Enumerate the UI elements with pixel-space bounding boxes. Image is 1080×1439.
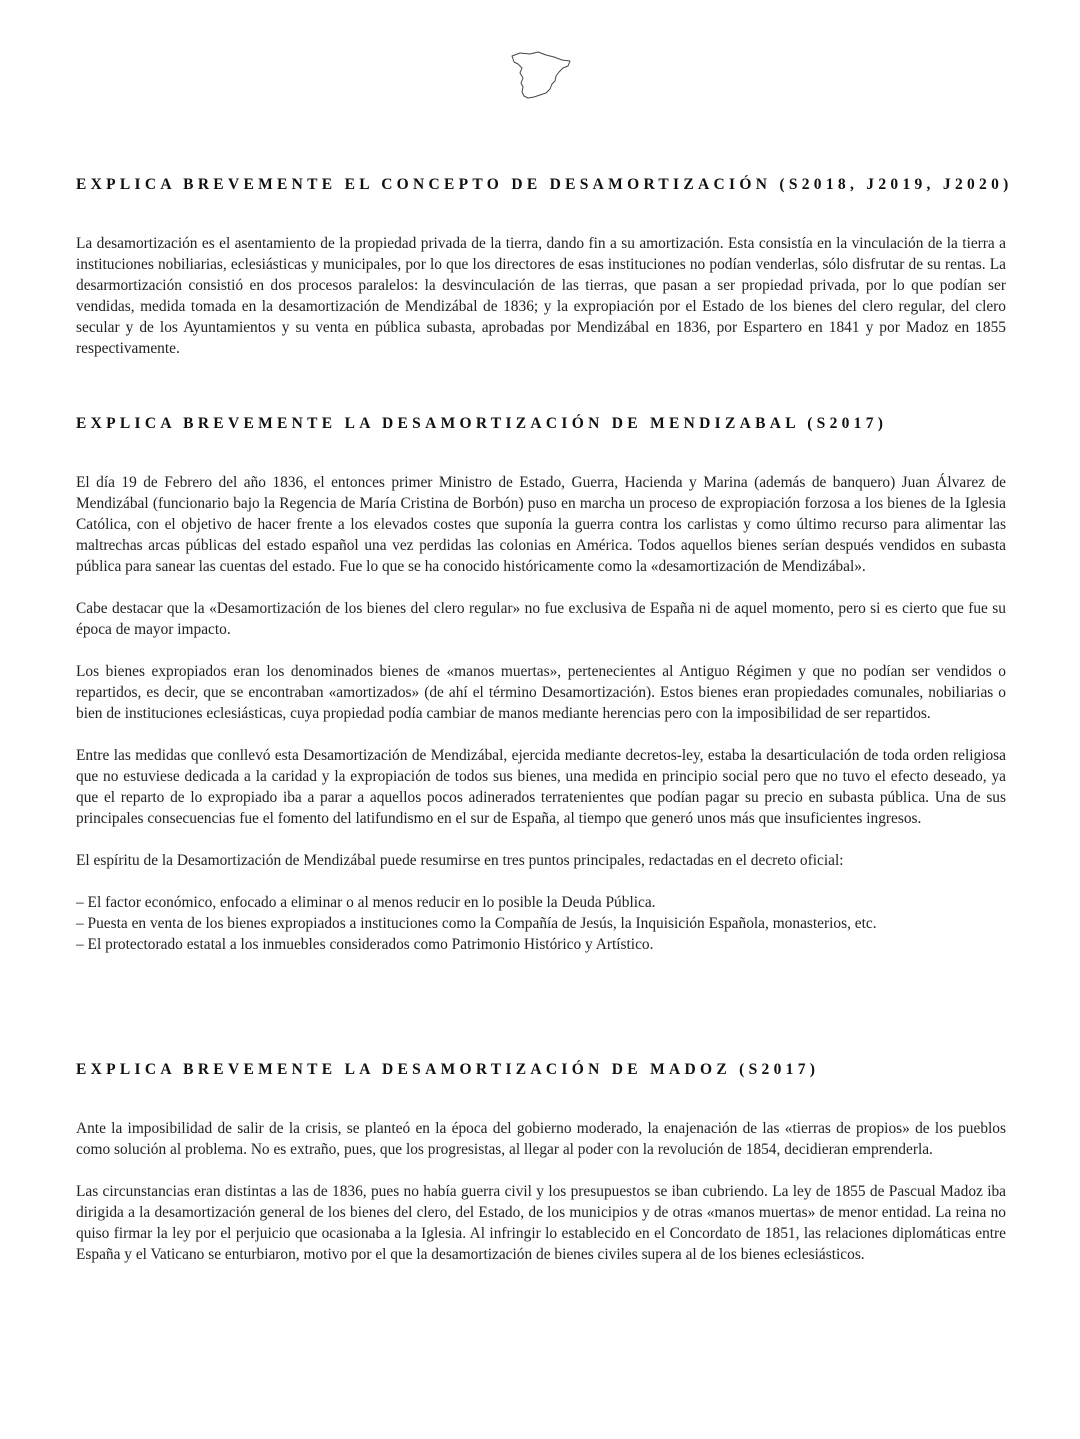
section-heading-mendizabal: EXPLICA BREVEMENTE LA DESAMORTIZACIÓN DE MENDIZABAL (S2017) [76, 415, 888, 432]
paragraph: La desamortización es el asentamiento de la propiedad privada de la tierra, dando fin a su amortización. Esta consistía en la vinculación de la tierra a instituciones nobiliarias, eclesiásticas y municipales, por lo que los directores de esas instituciones no podían venderlas, sólo disfrutar de su rentas. La desarmortización consistió en dos procesos paralelos: la desvinculación de las tierras, que pasan a ser propiedad privada, por lo que podían ser vendidas, medida tomada en la desamortización de Mendizábal de 1836; y la expropiación por el Estado de los bienes del clero regular, del clero secular y de los Ayuntamientos y su venta en pública subasta, aprobadas por Mendizábal en 1836, por Espartero en 1841 y por Madoz en 1855 respectivamente. [76, 235, 1006, 357]
section-madoz [76, 1118, 1006, 1265]
paragraph: El día 19 de Febrero del año 1836, el entonces primer Ministro de Estado, Guerra, Hacienda y Marina (además de banquero) Juan Álvarez de Mendizábal (funcionario bajo la Regencia de María Cristina de Borbón) puso en marcha un proceso de expropiación forzosa a los bienes de la Iglesia Católica, con el objetivo de hacer frente a los elevados costes que suponía la guerra contra los carlistas y como último recurso para alimentar las maltrechas arcas públicas del estado español una vez perdidas las colonias en América. Todos aquellos bienes serían después vendidos en subasta pública para sanear las cuentas del estado. Fue lo que se ha conocido históricamente como la «desamortización de Mendizábal». [76, 474, 1006, 575]
paragraph: Cabe destacar que la «Desamortización de los bienes del clero regular» no fue exclusiva de España ni de aquel momento, pero si es cierto que fue su época de mayor impacto. [76, 600, 1006, 638]
paragraph: Entre las medidas que conllevó esta Desamortización de Mendizábal, ejercida mediante decretos-ley, estaba la desarticulación de toda orden religiosa que no estuviese dedicada a la caridad y la expropiación de todos sus bienes, una medida en principio social pero que no tuvo el efecto deseado, ya que el reparto de lo expropiado iba a parar a aquellos pocos adinerados terratenientes que podían pagar su precio en subasta pública. Una de sus principales consecuencias fue el fomento del latifundismo en el sur de España, al tiempo que generó unos más que insuficientes ingresos. [76, 747, 1006, 827]
paragraph: Las circunstancias eran distintas a las de 1836, pues no había guerra civil y los presupuestos se iban cubriendo. La ley de 1855 de Pascual Madoz iba dirigida a la desamortización general de los bienes del clero, del Estado, de los municipios y de otras «manos muertas» de menor entidad. La reina no quiso firmar la ley por el perjuicio que ocasionaba a la Iglesia. Al infringir lo establecido en el Concordato de 1851, las relaciones diplomáticas entre España y el Vaticano se enturbiaron, motivo por el que la desamortización de bienes civiles supera al de los bienes eclesiásticos. [76, 1183, 1006, 1263]
paragraph: El espíritu de la Desamortización de Mendizábal puede resumirse en tres puntos principales, redactadas en el decreto oficial: [76, 852, 844, 869]
paragraph: Ante la imposibilidad de salir de la crisis, se planteó en la época del gobierno moderado, la enajenación de las «tierras de propios» de los pueblos como solución al problema. No es extraño, pues, que los progresistas, al llegar al poder con la revolución de 1854, decidieran emprenderla. [76, 1120, 1006, 1158]
list-item: – El factor económico, enfocado a eliminar o al menos reducir en lo posible la Deuda Pública. [76, 894, 656, 911]
section-heading-madoz: EXPLICA BREVEMENTE LA DESAMORTIZACIÓN DE MADOZ (S2017) [76, 1061, 820, 1078]
list-item: – Puesta en venta de los bienes expropiados a instituciones como la Compañía de Jesús, la Inquisición Española, monasterios, etc. [76, 915, 877, 932]
paragraph: Los bienes expropiados eran los denominados bienes de «manos muertas», pertenecientes al Antiguo Régimen y que no podían ser vendidos o repartidos, es decir, que se encontraban «amortizados» (de ahí el término Desamortización). Estos bienes eran propiedades comunales, nobiliarias o bien de instituciones eclesiásticas, cuya propiedad podía cambiar de manos mediante herencias pero con la imposibilidad de ser repartidos. [76, 663, 1006, 722]
list-item: – El protectorado estatal a los inmuebles considerados como Patrimonio Histórico y Artístico. [76, 936, 654, 953]
spain-map-icon [508, 48, 574, 102]
bullet-list [76, 892, 1006, 955]
section-heading-concepto: EXPLICA BREVEMENTE EL CONCEPTO DE DESAMORTIZACIÓN (S2018, J2019, J2020) [76, 176, 1013, 193]
section-mendizabal [76, 472, 1006, 955]
section-concepto [76, 233, 1006, 359]
